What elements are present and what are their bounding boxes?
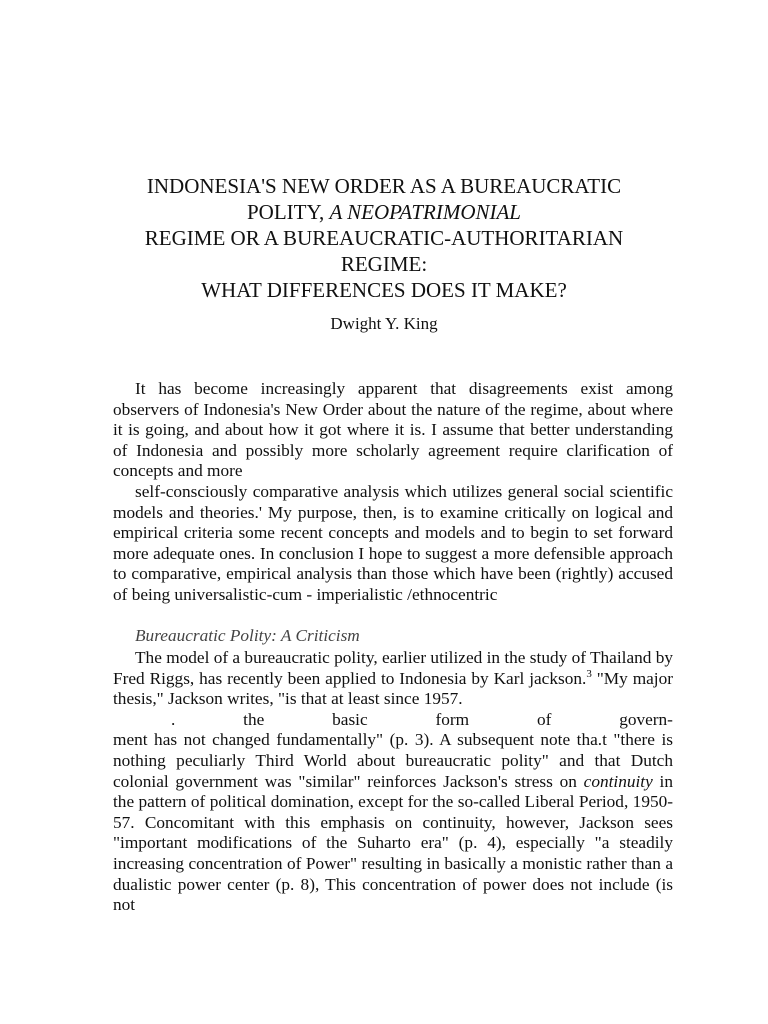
paragraph-bp-opening xyxy=(113,648,673,710)
title-line-2 xyxy=(90,199,678,225)
paragraph-bp-italic-word: continuity xyxy=(583,771,653,791)
spread-word: of xyxy=(536,709,552,729)
paragraph-bp-part1: The model of a bureaucratic polity, earlier utilized in the study of Thailand by Fred Riggs, has recently been applied to Indonesia by Karl jackson. xyxy=(113,648,673,688)
section-heading: Bureaucratic Polity: A Criticism xyxy=(135,626,360,645)
author-name: Dwight Y. King xyxy=(330,314,438,333)
paragraph-purpose xyxy=(113,482,673,606)
title-line-2-plain: POLITY, xyxy=(247,200,330,224)
paragraph-bureaucratic-polity xyxy=(113,648,673,916)
footnote-ref: 3 xyxy=(586,667,592,680)
title-line-2-italic: A NEOPATRIMONIAL xyxy=(329,200,521,224)
paragraph-bp-continuation xyxy=(113,730,673,915)
spread-word: govern- xyxy=(619,709,673,729)
paragraph-intro xyxy=(113,379,673,482)
paragraph-bp-part4: in the pattern of political domination, except for the so-called Liberal Period, 1950-57. Concomitant with this emphasis on continuity, however, Jackson sees "important modifications of the Suharto era" (p. 4), especially "a steadily increasing concentration of Power" resulting in basically a monistic rather than a dualistic power center (p. 8), This concentration of power does not include (is not xyxy=(113,771,673,915)
document-title xyxy=(90,173,678,303)
spread-word: . xyxy=(171,709,176,729)
spread-word: the xyxy=(243,709,265,729)
paragraph-purpose-text: self-consciously comparative analysis which utilizes general social scientific models and theories.' My purpose, then, is to examine critically on logical and empirical criteria some recent concepts and models and to begin to set forward more adequate ones. In conclusion I hope to suggest a more defensible approach to comparative, empirical analysis than those which have been (rightly) accused of being universalistic-cum - imperialistic /ethnocentric xyxy=(113,482,673,604)
title-line-1: INDONESIA'S NEW ORDER AS A BUREAUCRATIC xyxy=(146,174,622,198)
paragraph-bp-spread-line xyxy=(113,710,673,731)
title-line-3: REGIME OR A BUREAUCRATIC-AUTHORITARIAN xyxy=(144,226,624,250)
title-line-4: REGIME: xyxy=(340,252,428,276)
paragraph-bp-part2: "My major thesis," Jackson writes, "is that at least since 1957. xyxy=(113,668,673,709)
paragraph-intro-text: It has become increasingly apparent that disagreements exist among observers of Indonesia's New Order about the nature of the regime, about where it is going, and about how it got where it is. I assume that better understanding of Indonesia and possibly more scholarly agreement require clarification of concepts and more xyxy=(113,379,673,481)
spread-word: form xyxy=(435,709,470,729)
paragraph-bp-part3: ment has not changed fundamentally" (p. 3). A subsequent note tha.t "there is nothing peculiarly Third World about bureaucratic polity" and that Dutch colonial government was "similar" reinforces Jackson's stress on xyxy=(113,730,673,791)
spread-word: basic xyxy=(332,709,368,729)
title-line-5: WHAT DIFFERENCES DOES IT MAKE? xyxy=(201,278,567,302)
